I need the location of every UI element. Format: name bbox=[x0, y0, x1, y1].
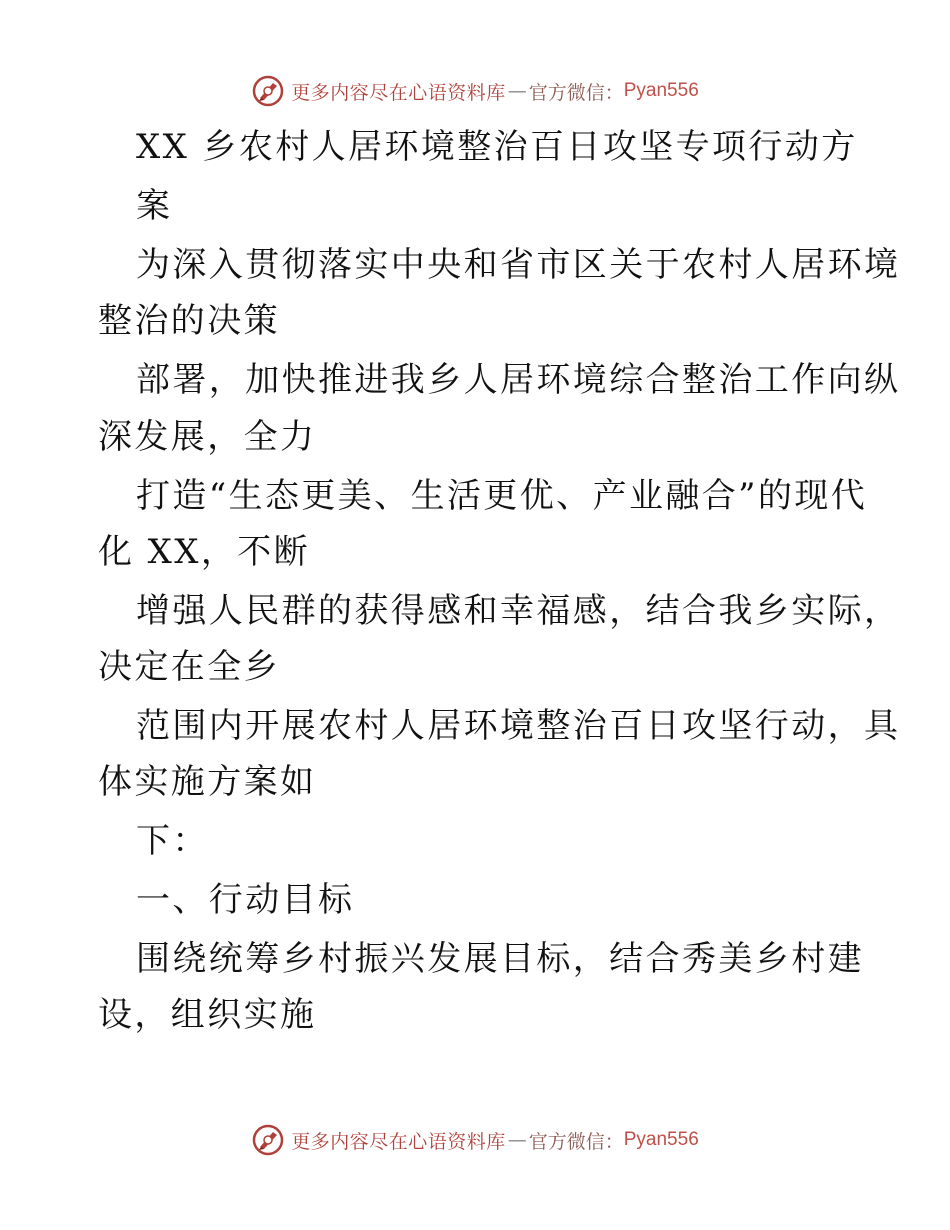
paragraph-line: 体实施方案如 bbox=[98, 762, 317, 802]
paragraph-line: 设，组织实施 bbox=[98, 995, 317, 1035]
watermark-separator: — bbox=[507, 80, 527, 102]
paragraph-line: 为深入贯彻落实中央和省市区关于农村人居环境 bbox=[136, 245, 901, 285]
paragraph-line: 围绕统筹乡村振兴发展目标，结合秀美乡村建 bbox=[136, 939, 864, 979]
paragraph-line: 化 XX，不断 bbox=[98, 532, 311, 572]
watermark-wechat-id: Pyan556 bbox=[623, 80, 699, 101]
brush-logo-icon bbox=[251, 74, 285, 108]
watermark-label: 官方微信： bbox=[528, 81, 624, 104]
paragraph-line: 打造“生态更美、生活更优、产业融合”的现代 bbox=[136, 476, 868, 516]
watermark-label: 官方微信： bbox=[528, 1130, 624, 1153]
watermark-brand: 更多内容尽在心语资料库 bbox=[291, 81, 506, 104]
paragraph-line: 部署，加快推进我乡人居环境综合整治工作向纵 bbox=[136, 360, 901, 400]
paragraph-line: 深发展，全力 bbox=[98, 417, 317, 457]
doc-title-line-1: XX 乡农村人居环境整治百日攻坚专项行动方 bbox=[136, 127, 858, 167]
watermark-brand: 更多内容尽在心语资料库 bbox=[291, 1130, 506, 1153]
watermark-wechat-id: Pyan556 bbox=[623, 1129, 699, 1150]
doc-title-line-2: 案 bbox=[136, 186, 173, 226]
paragraph-line: 下： bbox=[136, 821, 209, 861]
header-watermark bbox=[0, 71, 950, 111]
paragraph-line: 范围内开展农村人居环境整治百日攻坚行动，具 bbox=[136, 706, 901, 746]
footer-watermark bbox=[0, 1120, 950, 1160]
brush-logo-icon bbox=[251, 1123, 285, 1157]
paragraph-line: 决定在全乡 bbox=[98, 647, 280, 687]
paragraph-line: 整治的决策 bbox=[98, 301, 280, 341]
paragraph-line: 增强人民群的获得感和幸福感，结合我乡实际， bbox=[136, 591, 901, 631]
section-heading: 一、行动目标 bbox=[136, 880, 355, 920]
watermark-separator: — bbox=[507, 1129, 527, 1151]
